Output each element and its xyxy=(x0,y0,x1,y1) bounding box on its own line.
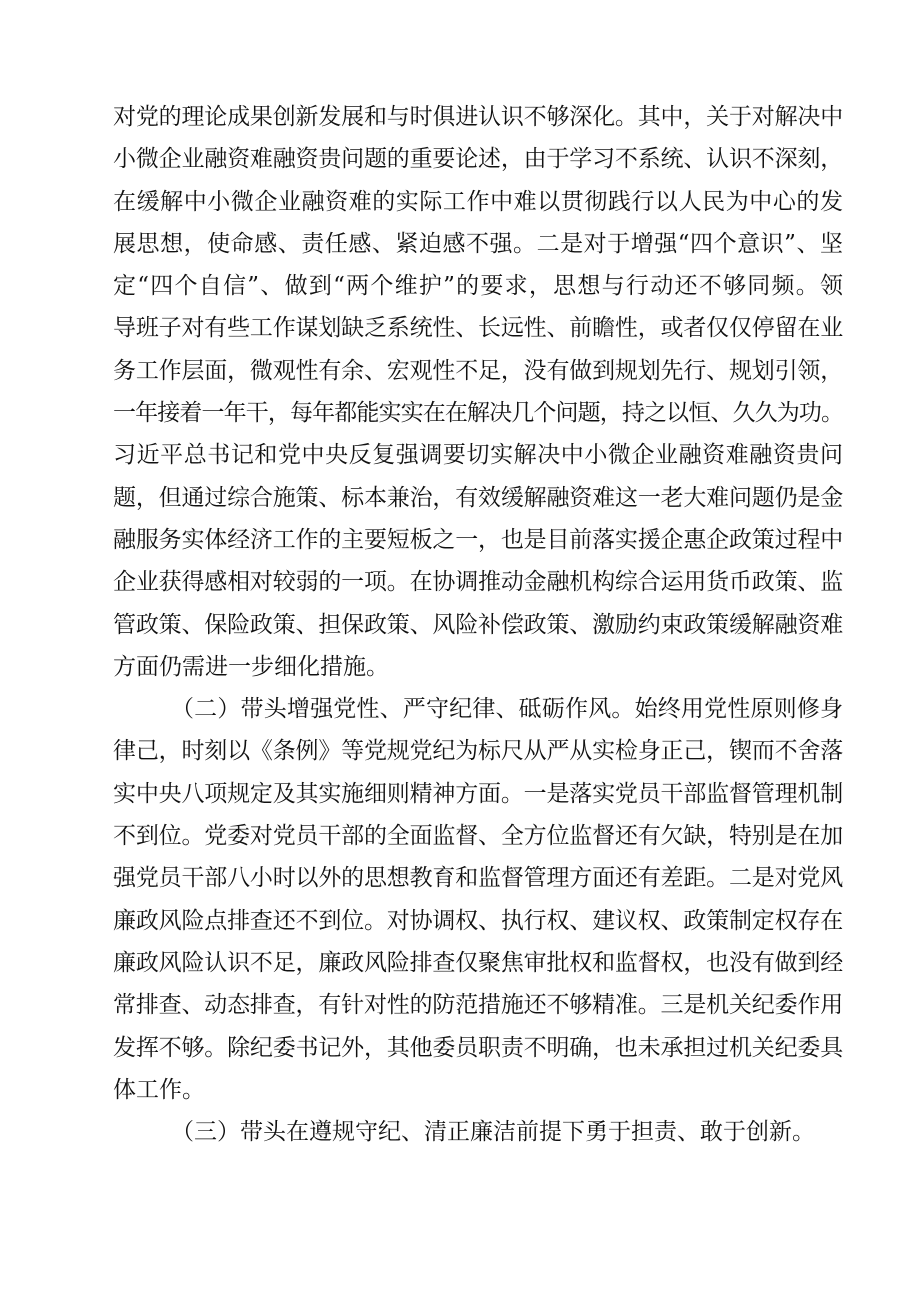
text-line: 实中央八项规定及其实施细则精神方面。一是落实党员干部监督管理机制 xyxy=(113,780,843,807)
text-line: 展思想，使命感、责任感、紧迫感不强。二是对于增强“四个意识”、坚 xyxy=(113,230,843,257)
text-line: 管政策、保险政策、担保政策、风险补偿政策、激励约束政策缓解融资难 xyxy=(113,611,843,638)
text-line: 方面仍需进一步细化措施。 xyxy=(113,653,389,680)
text-line: 律己，时刻以《条例》等党规党纪为标尺从严从实检身正己，锲而不舍落 xyxy=(113,738,843,765)
text-line: 发挥不够。除纪委书记外，其他委员职责不明确，也未承担过机关纪委具 xyxy=(113,1034,843,1061)
text-line: 不到位。党委对党员干部的全面监督、全方位监督还有欠缺，特别是在加 xyxy=(113,823,843,850)
text-line: 一年接着一年干，每年都能实实在在解决几个问题，持之以恒、久久为功。 xyxy=(113,400,843,427)
paragraph-1 xyxy=(113,96,843,688)
paragraph-3 xyxy=(113,1111,843,1153)
document-body xyxy=(113,96,843,1153)
text-line: 习近平总书记和党中央反复强调要切实解决中小微企业融资难融资贵问 xyxy=(113,442,843,469)
text-line: 廉政风险点排查还不到位。对协调权、执行权、建议权、政策制定权存在 xyxy=(113,907,843,934)
section-heading-2: （二）带头增强党性、严守纪律、砥砺作风。始终用党性原则修身 xyxy=(171,696,843,723)
text-line: 定“四个自信”、做到“两个维护”的要求，思想与行动还不够同频。领 xyxy=(113,273,843,300)
text-line: 融服务实体经济工作的主要短板之一，也是目前落实援企惠企政策过程中 xyxy=(113,526,843,553)
text-line: 题，但通过综合施策、标本兼治，有效缓解融资难这一老大难问题仍是金 xyxy=(113,484,843,511)
text-line: 强党员干部八小时以外的思想教育和监督管理方面还有差距。二是对党风 xyxy=(113,865,843,892)
text-line: 体工作。 xyxy=(113,1076,205,1103)
text-line: 企业获得感相对较弱的一项。在协调推动金融机构综合运用货币政策、监 xyxy=(113,569,843,596)
paragraph-2 xyxy=(113,688,843,1111)
text-line: 务工作层面，微观性有余、宏观性不足，没有做到规划先行、规划引领， xyxy=(113,357,843,384)
section-heading-3: （三）带头在遵规守纪、清正廉洁前提下勇于担责、敢于创新。 xyxy=(171,1119,815,1146)
text-line: 对党的理论成果创新发展和与时俱进认识不够深化。其中，关于对解决中 xyxy=(113,104,843,130)
text-line: 廉政风险认识不足，廉政风险排查仅聚焦审批权和监督权，也没有做到经 xyxy=(113,949,843,976)
text-line: 导班子对有些工作谋划缺乏系统性、长远性、前瞻性，或者仅仅停留在业 xyxy=(113,315,843,342)
text-line: 小微企业融资难融资贵问题的重要论述，由于学习不系统、认识不深刻， xyxy=(113,146,843,173)
text-line: 常排查、动态排查，有针对性的防范措施还不够精准。三是机关纪委作用 xyxy=(113,992,843,1019)
text-line: 在缓解中小微企业融资难的实际工作中难以贯彻践行以人民为中心的发 xyxy=(113,188,843,215)
